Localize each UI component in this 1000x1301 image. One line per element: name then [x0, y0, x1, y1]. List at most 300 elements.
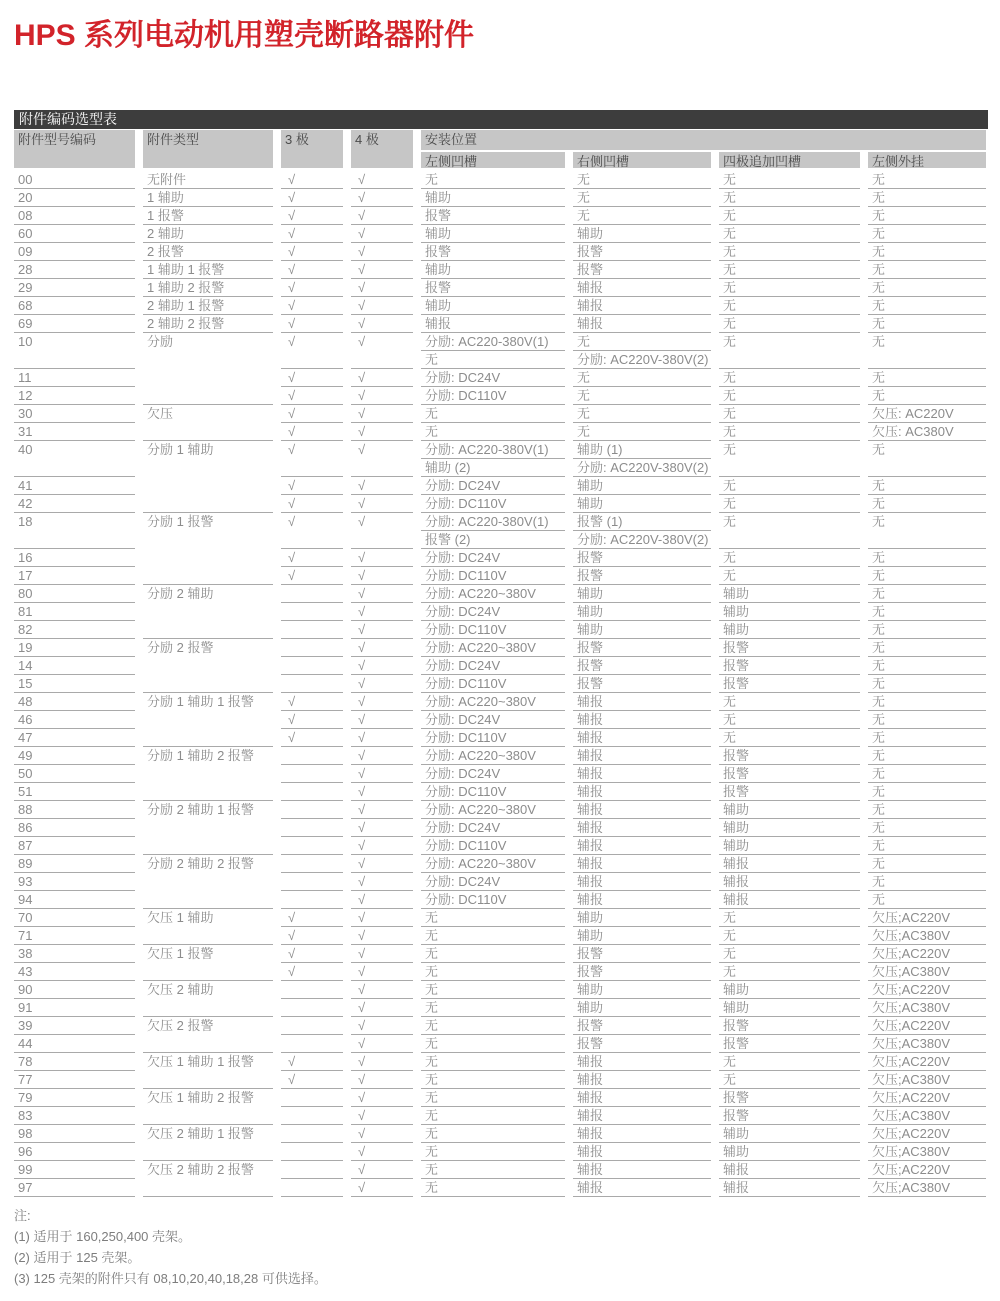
cell-extra-slot: 无 [719, 189, 860, 207]
cell-extra-slot: 无 [719, 207, 860, 225]
cell-external: 欠压;AC220V [868, 1089, 986, 1107]
cell-pole3: √ [281, 207, 343, 225]
table-row [14, 315, 988, 333]
cell-right-slot: 辅报 [573, 873, 711, 891]
cell-code: 77 [14, 1071, 135, 1089]
cell-type [143, 495, 273, 513]
cell-pole4: √ [351, 657, 413, 675]
cell-extra-slot: 辅助 [719, 1143, 860, 1161]
cell-type [143, 477, 273, 495]
cell-external: 无 [868, 855, 986, 873]
cell-pole4: √ [351, 747, 413, 765]
cell-extra-slot: 无 [719, 387, 860, 405]
cell-extra-slot: 辅助 [719, 621, 860, 639]
cell-code: 98 [14, 1125, 135, 1143]
cell-external: 无 [868, 603, 986, 621]
table-row [14, 747, 988, 765]
cell-type [143, 765, 273, 783]
cell-right-slot [573, 333, 711, 369]
cell-left-slot: 分励: DC24V [421, 819, 565, 837]
table-row [14, 369, 988, 387]
cell-pole4: √ [351, 783, 413, 801]
cell-pole4: √ [351, 171, 413, 189]
cell-pole3 [281, 801, 343, 819]
header-cell-code: 附件型号编码 [14, 130, 135, 168]
cell-type: 分励 2 辅助 1 报警 [147, 802, 254, 817]
cell-code: 81 [14, 603, 135, 621]
cell-code: 87 [14, 837, 135, 855]
cell-right-slot: 报警 [573, 963, 711, 981]
cell-left-slot: 报警 [421, 279, 565, 297]
cell-pole4: √ [351, 477, 413, 495]
cell-type [143, 729, 273, 747]
cell-left-slot: 无 [421, 1125, 565, 1143]
cell-pole4: √ [351, 279, 413, 297]
cell-pole3: √ [281, 711, 343, 729]
cell-left-slot: 分励: DC24V [421, 873, 565, 891]
cell-left-slot [421, 441, 565, 477]
table-row [14, 171, 988, 189]
cell-extra-slot: 辅报 [719, 891, 860, 909]
cell-extra-slot: 无 [719, 927, 860, 945]
cell-code: 60 [14, 225, 135, 243]
table-row [14, 585, 988, 603]
cell-right-slot: 报警 [573, 549, 711, 567]
cell-code: 51 [14, 783, 135, 801]
cell-external: 无 [868, 657, 986, 675]
cell-extra-slot: 辅报 [719, 1179, 860, 1197]
cell-left-slot: 无 [421, 423, 565, 441]
cell-pole4: √ [351, 423, 413, 441]
cell-right-slot: 辅报 [573, 837, 711, 855]
cell-pole3 [281, 1035, 343, 1053]
cell-extra-slot: 无 [719, 369, 860, 387]
cell-type: 欠压 1 辅助 2 报警 [147, 1090, 254, 1105]
cell-line: 报警 (2) [421, 531, 565, 549]
cell-left-slot: 无 [421, 909, 565, 927]
table-row [14, 729, 988, 747]
cell-code: 43 [14, 963, 135, 981]
cell-code: 31 [14, 423, 135, 441]
cell-left-slot: 分励: DC24V [421, 765, 565, 783]
cell-external: 欠压: AC380V [868, 423, 986, 441]
cell-extra-slot: 无 [719, 495, 860, 513]
cell-pole3 [281, 639, 343, 657]
cell-type [143, 621, 273, 639]
cell-pole4: √ [351, 405, 413, 423]
cell-extra-slot: 辅报 [719, 873, 860, 891]
cell-right-slot: 辅助 [573, 495, 711, 513]
table-row [14, 423, 988, 441]
cell-right-slot: 辅报 [573, 279, 711, 297]
cell-pole4: √ [351, 603, 413, 621]
cell-left-slot: 辅助 [421, 225, 565, 243]
cell-extra-slot: 无 [719, 567, 860, 585]
cell-extra-slot: 辅报 [719, 855, 860, 873]
cell-left-slot: 报警 [421, 243, 565, 261]
cell-code: 09 [14, 243, 135, 261]
cell-external: 无 [868, 189, 986, 207]
cell-pole3: √ [281, 297, 343, 315]
cell-code: 89 [14, 855, 135, 873]
cell-code: 29 [14, 279, 135, 297]
cell-external: 无 [868, 783, 986, 801]
cell-type [143, 423, 273, 441]
cell-line: 分励: AC220-380V(1) [421, 333, 565, 351]
cell-left-slot: 无 [421, 1089, 565, 1107]
table-row [14, 891, 988, 909]
cell-code: 90 [14, 981, 135, 999]
table-row [14, 225, 988, 243]
cell-pole4: √ [351, 513, 413, 549]
cell-left-slot: 分励: DC110V [421, 567, 565, 585]
cell-extra-slot: 辅助 [719, 999, 860, 1017]
cell-right-slot: 报警 [573, 675, 711, 693]
cell-pole3: √ [281, 225, 343, 243]
cell-extra-slot: 无 [719, 1071, 860, 1089]
cell-external: 无 [868, 513, 986, 549]
cell-extra-slot: 无 [719, 225, 860, 243]
cell-left-slot: 辅助 [421, 297, 565, 315]
cell-pole3 [281, 981, 343, 999]
cell-pole3 [281, 873, 343, 891]
cell-pole3 [281, 837, 343, 855]
cell-pole4: √ [351, 189, 413, 207]
cell-left-slot: 无 [421, 1161, 565, 1179]
cell-left-slot: 无 [421, 927, 565, 945]
cell-pole3 [281, 603, 343, 621]
table-row [14, 837, 988, 855]
cell-pole3: √ [281, 423, 343, 441]
note-item: (2) 适用于 125 壳架。 [14, 1250, 141, 1265]
cell-right-slot: 报警 [573, 639, 711, 657]
cell-code: 69 [14, 315, 135, 333]
cell-extra-slot: 无 [719, 711, 860, 729]
cell-extra-slot: 无 [719, 333, 860, 369]
table-row [14, 1125, 988, 1143]
table-row [14, 801, 988, 819]
cell-type: 欠压 2 辅助 2 报警 [147, 1162, 254, 1177]
cell-pole4: √ [351, 1035, 413, 1053]
cell-code: 00 [14, 171, 135, 189]
cell-pole3 [281, 1107, 343, 1125]
cell-extra-slot: 无 [719, 909, 860, 927]
cell-right-slot: 辅助 [573, 225, 711, 243]
table-row [14, 999, 988, 1017]
cell-left-slot [421, 513, 565, 549]
cell-line: 无 [421, 351, 565, 369]
cell-type: 1 辅助 2 报警 [143, 279, 273, 297]
cell-right-slot: 辅报 [573, 891, 711, 909]
cell-right-slot: 报警 [573, 945, 711, 963]
cell-left-slot: 无 [421, 1143, 565, 1161]
cell-left-slot: 分励: AC220~380V [421, 585, 565, 603]
cell-right-slot: 辅助 [573, 981, 711, 999]
table-row [14, 567, 988, 585]
cell-code: 42 [14, 495, 135, 513]
cell-code: 30 [14, 405, 135, 423]
cell-pole4: √ [351, 855, 413, 873]
cell-extra-slot: 无 [719, 297, 860, 315]
cell-type: 欠压 [147, 406, 174, 421]
header-cell-external: 左侧外挂 [868, 152, 986, 168]
cell-pole3: √ [281, 243, 343, 261]
cell-extra-slot: 辅助 [719, 981, 860, 999]
cell-code: 15 [14, 675, 135, 693]
cell-pole3: √ [281, 549, 343, 567]
cell-extra-slot: 报警 [719, 783, 860, 801]
cell-left-slot: 分励: DC24V [421, 477, 565, 495]
cell-right-slot: 辅助 [573, 603, 711, 621]
cell-left-slot: 分励: DC110V [421, 837, 565, 855]
cell-external: 欠压;AC380V [868, 927, 986, 945]
cell-code: 70 [14, 909, 135, 927]
cell-external: 欠压;AC380V [868, 1143, 986, 1161]
cell-type [143, 873, 273, 891]
cell-pole4: √ [351, 963, 413, 981]
header-cell-right-slot: 右侧凹槽 [573, 152, 711, 168]
cell-extra-slot: 无 [719, 315, 860, 333]
cell-right-slot: 辅报 [573, 1161, 711, 1179]
cell-external: 无 [868, 207, 986, 225]
cell-type: 2 辅助 [143, 225, 273, 243]
cell-code: 40 [14, 441, 135, 477]
cell-type [143, 657, 273, 675]
cell-pole4: √ [351, 441, 413, 477]
cell-left-slot: 无 [421, 1017, 565, 1035]
cell-external: 无 [868, 873, 986, 891]
cell-left-slot: 无 [421, 963, 565, 981]
cell-type [143, 999, 273, 1017]
cell-right-slot: 辅报 [573, 693, 711, 711]
cell-pole4: √ [351, 495, 413, 513]
cell-line: 分励: AC220V-380V(2) [573, 351, 711, 369]
cell-pole3 [281, 765, 343, 783]
header-cell-extra-slot: 四极追加凹槽 [719, 152, 860, 168]
cell-extra-slot: 报警 [719, 1017, 860, 1035]
cell-pole3: √ [281, 513, 343, 549]
cell-extra-slot: 无 [719, 693, 860, 711]
cell-code: 79 [14, 1089, 135, 1107]
header-cell-type: 附件类型 [143, 130, 273, 168]
cell-type [143, 927, 273, 945]
cell-pole4: √ [351, 1089, 413, 1107]
cell-extra-slot: 无 [719, 405, 860, 423]
cell-right-slot: 辅报 [573, 765, 711, 783]
table-row [14, 1107, 988, 1125]
cell-line: 辅助 (1) [573, 441, 711, 459]
cell-external: 无 [868, 819, 986, 837]
note-item: (1) 适用于 160,250,400 壳架。 [14, 1229, 192, 1244]
cell-left-slot: 分励: AC220~380V [421, 801, 565, 819]
cell-left-slot: 分励: DC110V [421, 495, 565, 513]
cell-pole4: √ [351, 315, 413, 333]
table-row [14, 1089, 988, 1107]
cell-pole4: √ [351, 1143, 413, 1161]
cell-left-slot: 无 [421, 1035, 565, 1053]
cell-pole3 [281, 1017, 343, 1035]
cell-external: 无 [868, 639, 986, 657]
cell-pole4: √ [351, 711, 413, 729]
cell-pole4: √ [351, 765, 413, 783]
cell-right-slot: 辅报 [573, 783, 711, 801]
cell-type [143, 549, 273, 567]
cell-code: 97 [14, 1179, 135, 1197]
cell-extra-slot: 报警 [719, 747, 860, 765]
cell-extra-slot: 无 [719, 261, 860, 279]
cell-extra-slot: 辅报 [719, 1161, 860, 1179]
cell-left-slot [421, 333, 565, 369]
table-row [14, 1143, 988, 1161]
cell-extra-slot: 报警 [719, 675, 860, 693]
table-row [14, 603, 988, 621]
notes-label: 注: [14, 1208, 31, 1223]
cell-external: 无 [868, 837, 986, 855]
table-row [14, 549, 988, 567]
cell-type [143, 1143, 273, 1161]
cell-extra-slot: 无 [719, 729, 860, 747]
table-row [14, 945, 988, 963]
table-row [14, 477, 988, 495]
cell-right-slot: 辅报 [573, 1053, 711, 1071]
cell-line: 分励: AC220-380V(1) [421, 441, 565, 459]
table-row [14, 963, 988, 981]
cell-right-slot: 无 [573, 405, 711, 423]
table-row [14, 711, 988, 729]
cell-external: 欠压;AC220V [868, 945, 986, 963]
cell-right-slot: 辅报 [573, 1179, 711, 1197]
cell-type: 1 辅助 1 报警 [143, 261, 273, 279]
cell-pole4: √ [351, 729, 413, 747]
cell-external: 无 [868, 675, 986, 693]
cell-pole4: √ [351, 909, 413, 927]
cell-pole4: √ [351, 639, 413, 657]
cell-right-slot: 辅报 [573, 819, 711, 837]
cell-pole3 [281, 819, 343, 837]
cell-pole3 [281, 1179, 343, 1197]
cell-pole4: √ [351, 675, 413, 693]
table-row [14, 207, 988, 225]
cell-type [143, 1107, 273, 1125]
cell-left-slot: 分励: DC110V [421, 621, 565, 639]
cell-type: 无附件 [143, 171, 273, 189]
cell-type: 1 报警 [143, 207, 273, 225]
cell-type: 分励 2 辅助 2 报警 [147, 856, 254, 871]
table-row [14, 909, 988, 927]
cell-type: 分励 1 辅助 1 报警 [147, 694, 254, 709]
cell-right-slot: 辅报 [573, 1071, 711, 1089]
cell-left-slot: 辅助 [421, 189, 565, 207]
cell-pole3: √ [281, 1053, 343, 1071]
table-caption: 附件编码选型表 [14, 110, 988, 129]
cell-left-slot: 分励: DC24V [421, 711, 565, 729]
cell-pole4: √ [351, 207, 413, 225]
cell-pole4: √ [351, 567, 413, 585]
page-title: HPS 系列电动机用塑壳断路器附件 [14, 19, 475, 52]
cell-type [143, 369, 273, 387]
cell-code: 86 [14, 819, 135, 837]
cell-left-slot: 分励: DC24V [421, 369, 565, 387]
cell-code: 18 [14, 513, 135, 549]
cell-external: 无 [868, 711, 986, 729]
cell-code: 11 [14, 369, 135, 387]
cell-right-slot: 辅报 [573, 855, 711, 873]
cell-extra-slot: 辅助 [719, 1125, 860, 1143]
cell-line: 分励: AC220V-380V(2) [573, 459, 711, 477]
table-row [14, 675, 988, 693]
cell-pole3 [281, 621, 343, 639]
cell-pole3: √ [281, 189, 343, 207]
cell-extra-slot: 报警 [719, 1035, 860, 1053]
note-item: (3) 125 壳架的附件只有 08,10,20,40,18,28 可供选择。 [14, 1271, 327, 1286]
cell-external: 无 [868, 621, 986, 639]
cell-external: 无 [868, 747, 986, 765]
cell-pole3 [281, 1161, 343, 1179]
cell-code: 38 [14, 945, 135, 963]
cell-code: 93 [14, 873, 135, 891]
cell-extra-slot: 无 [719, 963, 860, 981]
cell-type: 1 辅助 [143, 189, 273, 207]
cell-right-slot: 辅报 [573, 801, 711, 819]
cell-right-slot: 无 [573, 189, 711, 207]
cell-left-slot: 无 [421, 945, 565, 963]
cell-pole3 [281, 1125, 343, 1143]
cell-left-slot: 无 [421, 171, 565, 189]
cell-external: 欠压;AC380V [868, 1035, 986, 1053]
header-cell-pole4: 4 极 [351, 130, 413, 168]
table-rows [14, 171, 988, 1197]
cell-pole4: √ [351, 549, 413, 567]
cell-left-slot: 分励: DC110V [421, 729, 565, 747]
cell-code: 50 [14, 765, 135, 783]
cell-type: 分励 2 报警 [147, 640, 214, 655]
table-row [14, 495, 988, 513]
notes [14, 1205, 1000, 1289]
cell-left-slot: 分励: DC110V [421, 891, 565, 909]
cell-external: 欠压;AC380V [868, 1071, 986, 1089]
table-row [14, 261, 988, 279]
cell-pole4: √ [351, 1125, 413, 1143]
cell-right-slot: 无 [573, 423, 711, 441]
cell-type [143, 783, 273, 801]
cell-external: 无 [868, 315, 986, 333]
cell-type [143, 837, 273, 855]
cell-extra-slot: 无 [719, 477, 860, 495]
cell-type [143, 1071, 273, 1089]
cell-pole3: √ [281, 279, 343, 297]
cell-code: 71 [14, 927, 135, 945]
cell-code: 28 [14, 261, 135, 279]
cell-external: 欠压;AC380V [868, 1107, 986, 1125]
cell-pole4: √ [351, 1017, 413, 1035]
cell-code: 10 [14, 333, 135, 369]
cell-right-slot: 无 [573, 369, 711, 387]
cell-code: 12 [14, 387, 135, 405]
cell-left-slot: 分励: DC24V [421, 603, 565, 621]
cell-line: 无 [573, 333, 711, 351]
cell-right-slot: 辅报 [573, 297, 711, 315]
cell-pole3: √ [281, 441, 343, 477]
cell-code: 16 [14, 549, 135, 567]
cell-extra-slot: 无 [719, 513, 860, 549]
cell-pole3: √ [281, 387, 343, 405]
cell-pole3: √ [281, 261, 343, 279]
cell-right-slot: 辅报 [573, 315, 711, 333]
cell-pole4: √ [351, 297, 413, 315]
cell-pole4: √ [351, 1071, 413, 1089]
table-row [14, 1035, 988, 1053]
cell-type: 分励 2 辅助 [147, 586, 214, 601]
